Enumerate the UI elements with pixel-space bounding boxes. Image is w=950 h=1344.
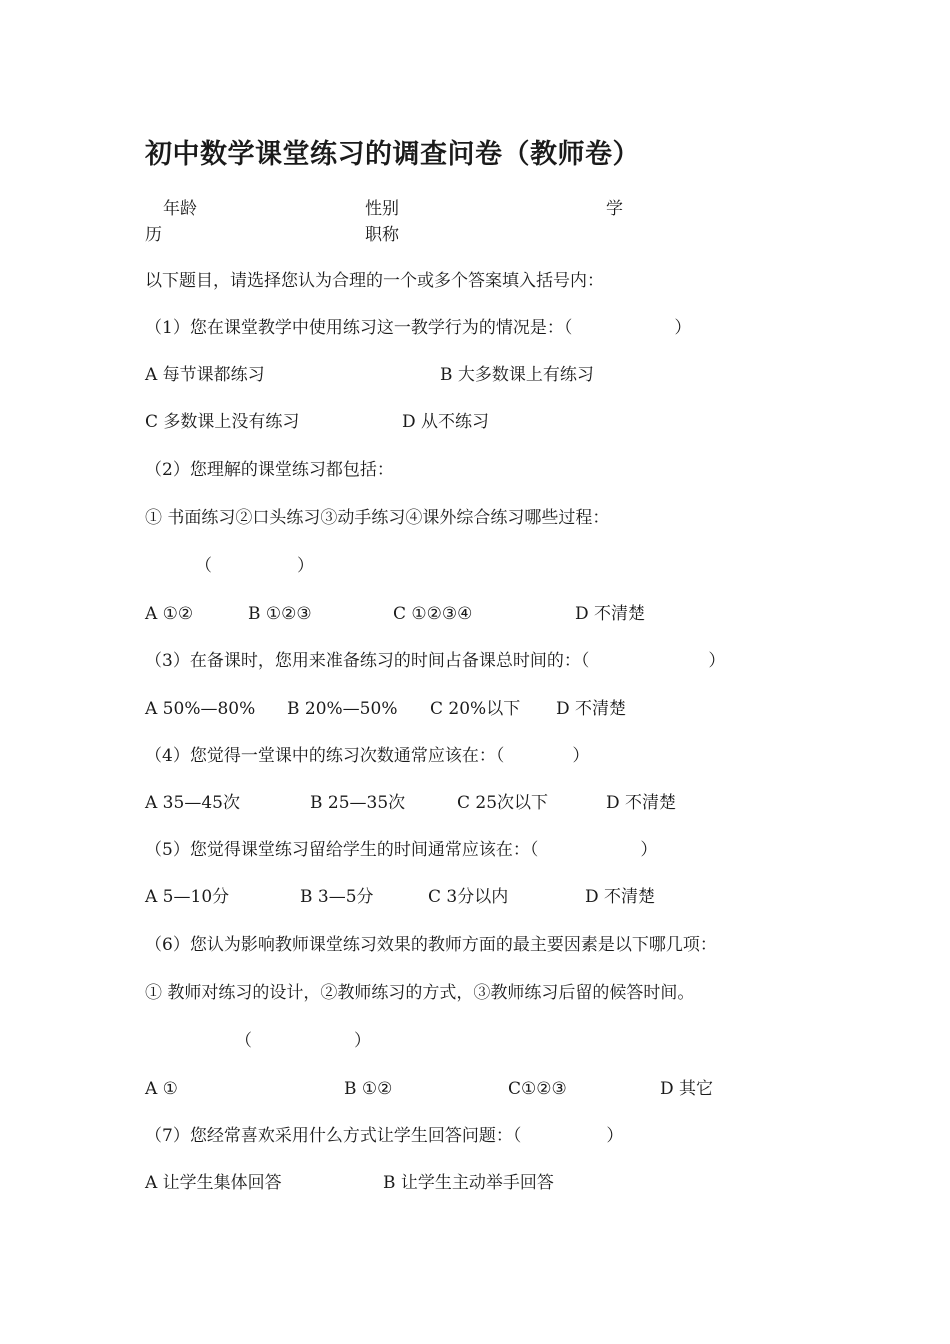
option: A 每节课都练习 (145, 365, 265, 385)
option: D 不清楚 (575, 604, 646, 624)
option: B 3—5分 (300, 887, 374, 907)
question-text: （4）您觉得一堂课中的练习次数通常应该在：（ ） (145, 746, 590, 766)
option: B ①②③ (248, 604, 312, 624)
page-title: 初中数学课堂练习的调查问卷（教师卷） (145, 139, 640, 170)
option: C 20%以下 (430, 699, 521, 719)
option: B ①② (344, 1079, 393, 1099)
education-label-part1: 学 (606, 199, 623, 219)
option: C 3分以内 (428, 887, 509, 907)
option: A 5—10分 (145, 887, 230, 907)
question-text: （2）您理解的课堂练习都包括： (145, 460, 394, 480)
option: D 其它 (660, 1079, 714, 1099)
option: C ①②③④ (393, 604, 473, 624)
option: C 25次以下 (457, 793, 549, 813)
question-subtext: ① 书面练习②口头练习③动手练习④课外综合练习哪些过程： (145, 508, 610, 528)
option: B 大多数课上有练习 (440, 365, 594, 385)
option: C 多数课上没有练习 (145, 412, 300, 432)
age-label: 年龄 (163, 199, 197, 219)
gender-label: 性别 (365, 199, 399, 219)
answer-bracket: （ ） (235, 1031, 371, 1051)
option: A 35—45次 (145, 793, 240, 813)
option: D 不清楚 (585, 887, 656, 907)
question-text: （6）您认为影响教师课堂练习效果的教师方面的最主要因素是以下哪几项： (145, 935, 717, 955)
option: D 不清楚 (606, 793, 677, 813)
title-rank-label: 职称 (365, 225, 399, 245)
option: A ① (145, 1079, 178, 1099)
option: B 25—35次 (310, 793, 406, 813)
option: A 让学生集体回答 (145, 1173, 282, 1193)
option: B 让学生主动举手回答 (383, 1173, 554, 1193)
question-subtext: ① 教师对练习的设计，②教师练习的方式，③教师练习后留的候答时间。 (145, 983, 695, 1003)
option: A 50%—80% (145, 699, 256, 719)
education-label-part2: 历 (145, 225, 162, 245)
question-text: （7）您经常喜欢采用什么方式让学生回答问题：（ ） (145, 1126, 624, 1146)
option: A ①② (145, 604, 194, 624)
option: D 不清楚 (556, 699, 627, 719)
question-text: （1）您在课堂教学中使用练习这一教学行为的情况是：（ ） (145, 318, 692, 338)
option: D 从不练习 (402, 412, 490, 432)
option: C①②③ (508, 1079, 567, 1099)
question-text: （5）您觉得课堂练习留给学生的时间通常应该在：（ ） (145, 840, 658, 860)
option: B 20%—50% (287, 699, 398, 719)
instruction: 以下题目，请选择您认为合理的一个或多个答案填入括号内： (145, 271, 604, 291)
answer-bracket: （ ） (195, 556, 314, 576)
question-text: （3）在备课时，您用来准备练习的时间占备课总时间的：（ ） (145, 651, 726, 671)
